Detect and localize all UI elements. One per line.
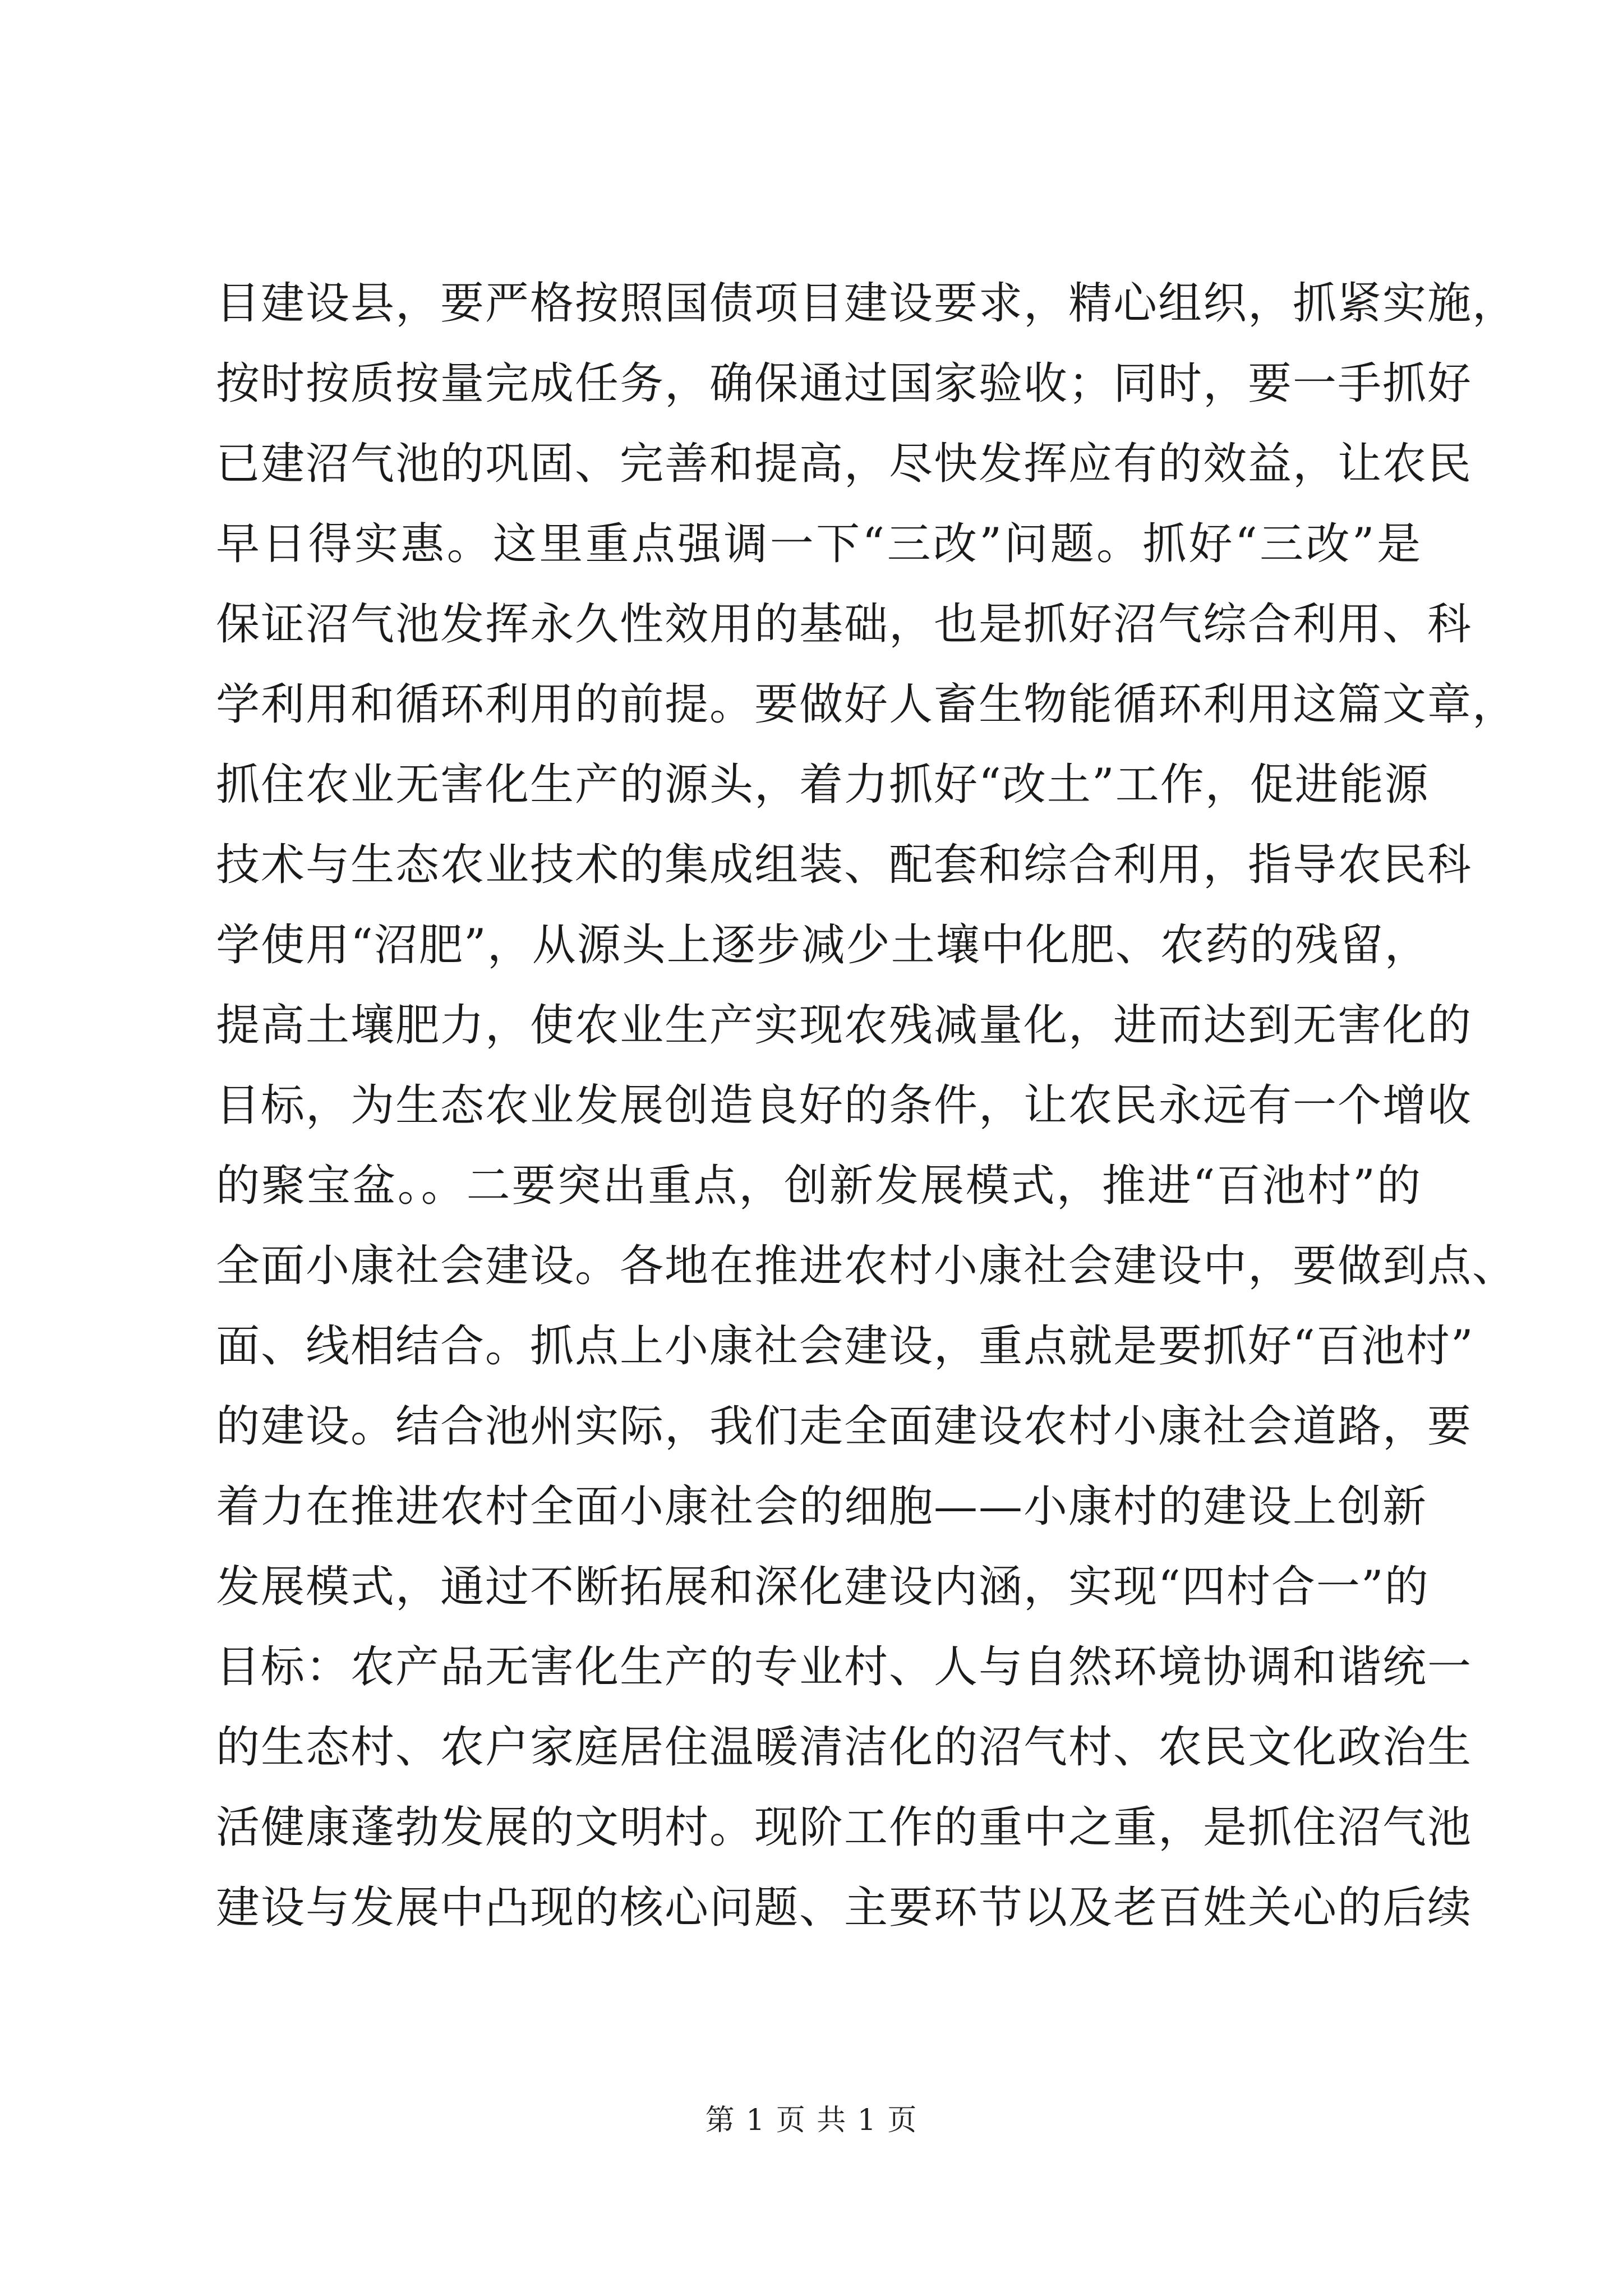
text-line: 的建设。结合池州实际，我们走全面建设农村小康社会道路，要 [216,1401,1473,1452]
text-line: 学利用和循环利用的前提。要做好人畜生物能循环利用这篇文章， [216,679,1518,730]
body-paragraph [216,264,1518,1948]
text-line: 目标，为生态农业发展创造良好的条件，让农民永远有一个增收 [216,1080,1473,1131]
text-line: 抓住农业无害化生产的源头，着力抓好“改土”工作，促进能源 [216,760,1430,810]
text-line: 按时按质按量完成任务，确保通过国家验收；同时，要一手抓好 [216,358,1473,409]
text-line: 建设与发展中凸现的核心问题、主要环节以及老百姓关心的后续 [216,1883,1473,1933]
text-line: 学使用“沼肥”，从源头上逐步减少土壤中化肥、农药的残留， [216,920,1430,970]
text-line: 早日得实惠。这里重点强调一下“三改”问题。抓好“三改”是 [216,519,1422,569]
text-line: 保证沼气池发挥永久性效用的基础，也是抓好沼气综合利用、科 [216,599,1473,650]
text-line: 的聚宝盆。。二要突出重点，创新发展模式，推进“百池村”的 [216,1161,1422,1211]
text-line: 提高土壤肥力，使农业生产实现农残减量化，进而达到无害化的 [216,1000,1473,1051]
text-line: 着力在推进农村全面小康社会的细胞——小康村的建设上创新 [216,1481,1428,1532]
text-line: 面、线相结合。抓点上小康社会建设，重点就是要抓好“百池村” [216,1321,1474,1372]
text-line: 目建设县，要严格按照国债项目建设要求，精心组织，抓紧实施， [216,278,1518,329]
text-line: 发展模式，通过不断拓展和深化建设内涵，实现“四村合一”的 [216,1562,1430,1612]
text-line: 全面小康社会建设。各地在推进农村小康社会建设中，要做到点、 [216,1241,1518,1291]
text-line: 已建沼气池的巩固、完善和提高，尽快发挥应有的效益，让农民 [216,439,1473,489]
text-line: 的生态村、农户家庭居住温暖清洁化的沼气村、农民文化政治生 [216,1722,1473,1773]
text-line: 目标：农产品无害化生产的专业村、人与自然环境协调和谐统一 [216,1642,1473,1692]
page-footer [0,2101,1623,2140]
text-line: 活健康蓬勃发展的文明村。现阶工作的重中之重，是抓住沼气池 [216,1802,1473,1853]
page-number-label: 第 1 页 共 1 页 [705,2104,918,2137]
text-line: 技术与生态农业技术的集成组装、配套和综合利用，指导农民科 [216,840,1473,890]
